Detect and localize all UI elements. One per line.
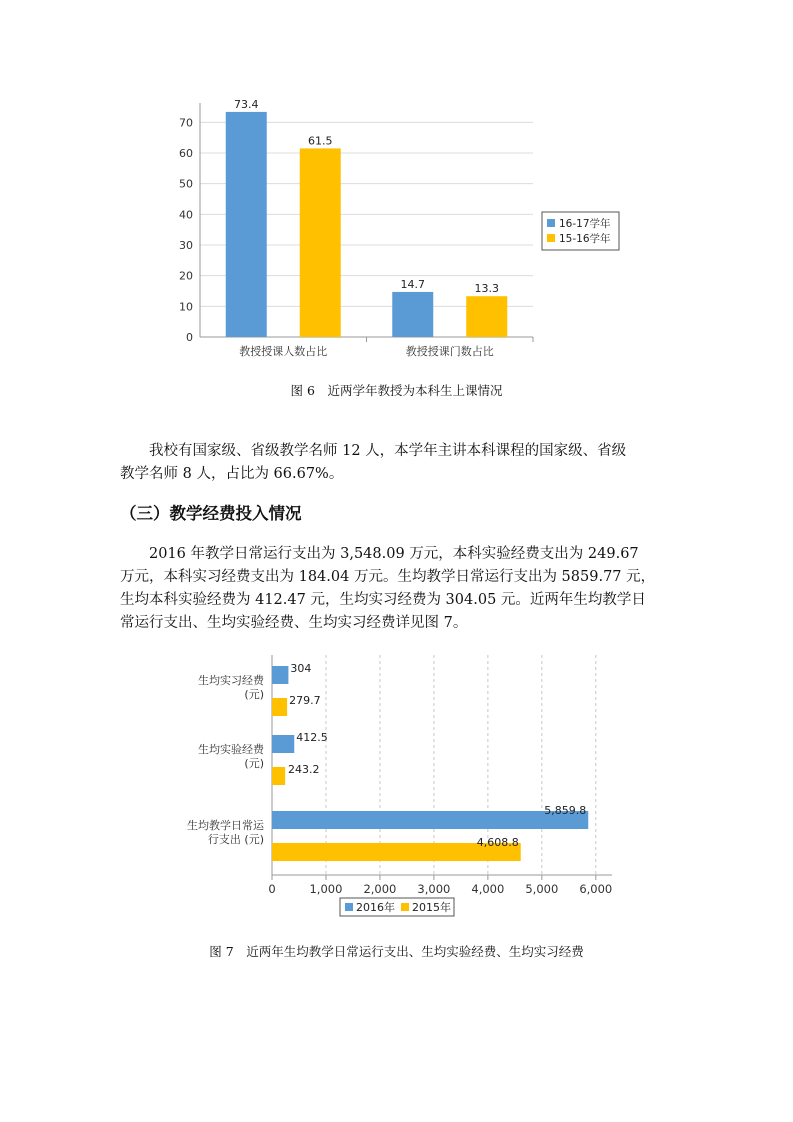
- paragraph-line: 万元，本科实习经费支出为 184.04 万元。生均教学日常运行支出为 5859.77 元，: [120, 569, 656, 585]
- bar: [272, 698, 287, 716]
- legend-label: 16-17学年: [559, 218, 611, 230]
- teaching-ratio-bar-chart: [150, 95, 640, 370]
- data-label: 279.7: [289, 694, 321, 707]
- figure-7-chart: [170, 655, 630, 925]
- data-label: 243.2: [288, 763, 320, 776]
- paragraph-line: 教学名师 8 人，占比为 66.67%。: [120, 466, 344, 482]
- y-tick-label: 50: [179, 177, 193, 191]
- bar: [226, 112, 267, 337]
- data-label: 13.3: [474, 282, 499, 296]
- paragraph-teachers: [120, 440, 680, 486]
- data-label: 4,608.8: [476, 836, 519, 849]
- data-label: 412.5: [296, 731, 328, 744]
- y-tick-label: 60: [179, 147, 193, 160]
- data-label: 304: [290, 662, 312, 675]
- legend-swatch: [547, 234, 555, 242]
- x-tick-label: 1,000: [309, 882, 343, 896]
- bar: [272, 767, 285, 785]
- y-tick-label: 10: [179, 300, 193, 314]
- x-tick-label: 教授授课人数占比: [239, 345, 328, 358]
- section-heading: （三）教学经费投入情况: [120, 504, 302, 523]
- bar: [272, 666, 288, 684]
- data-label: 73.4: [234, 97, 259, 111]
- legend-label: 2016年: [356, 901, 395, 914]
- data-label: 14.7: [400, 277, 425, 291]
- paragraph-line: 常运行支出、生均实验经费、生均实习经费详见图 7。: [120, 615, 468, 631]
- x-tick-label: 0: [268, 882, 276, 896]
- x-tick-label: 3,000: [417, 882, 451, 896]
- y-tick-label: 生均实验经费: [198, 743, 264, 756]
- x-tick-label: 4,000: [471, 882, 505, 896]
- y-tick-label: (元): [244, 688, 264, 701]
- figure-6-caption: 图 6 近两学年教授为本科生上课情况: [290, 383, 503, 398]
- x-tick-label: 6,000: [579, 882, 613, 896]
- x-tick-label: 2,000: [363, 882, 397, 896]
- bar: [392, 292, 433, 337]
- data-label: 61.5: [308, 134, 333, 148]
- legend-label: 15-16学年: [559, 233, 611, 245]
- figure-7-caption: 图 7 近两年生均教学日常运行支出、生均实验经费、生均实习经费: [209, 944, 584, 959]
- paragraph-line: 生均本科实验经费为 412.47 元，生均实习经费为 304.05 元。近两年生均教学日: [120, 592, 646, 608]
- bar: [466, 296, 507, 337]
- y-tick-label: 行支出 (元): [207, 833, 264, 846]
- paragraph-funding: [120, 543, 680, 635]
- bar: [300, 148, 341, 337]
- y-tick-label: 生均实习经费: [198, 674, 264, 687]
- figure-6-chart: [150, 95, 640, 370]
- y-tick-label: 生均教学日常运: [187, 819, 264, 832]
- paragraph-line: 我校有国家级、省级教学名师 12 人，本学年主讲本科课程的国家级、省级: [120, 443, 627, 459]
- legend-swatch: [547, 219, 555, 227]
- paragraph-line: 2016 年教学日常运行支出为 3,548.09 万元，本科实验经费支出为 249.67: [120, 546, 639, 562]
- x-tick-label: 教授授课门数占比: [405, 345, 494, 358]
- data-label: 5,859.8: [544, 804, 587, 817]
- y-tick-label: 40: [179, 208, 193, 222]
- y-tick-label: 30: [179, 239, 193, 252]
- legend-swatch: [345, 903, 353, 911]
- x-tick-label: 5,000: [525, 882, 559, 896]
- legend-swatch: [401, 903, 409, 911]
- y-tick-label: 0: [186, 331, 193, 344]
- bar: [272, 735, 294, 753]
- per-student-funding-bar-chart: [170, 655, 630, 925]
- y-tick-label: (元): [244, 757, 264, 770]
- legend-label: 2015年: [412, 901, 451, 914]
- bar: [272, 811, 588, 829]
- y-tick-label: 20: [179, 269, 193, 283]
- y-tick-label: 70: [179, 116, 193, 130]
